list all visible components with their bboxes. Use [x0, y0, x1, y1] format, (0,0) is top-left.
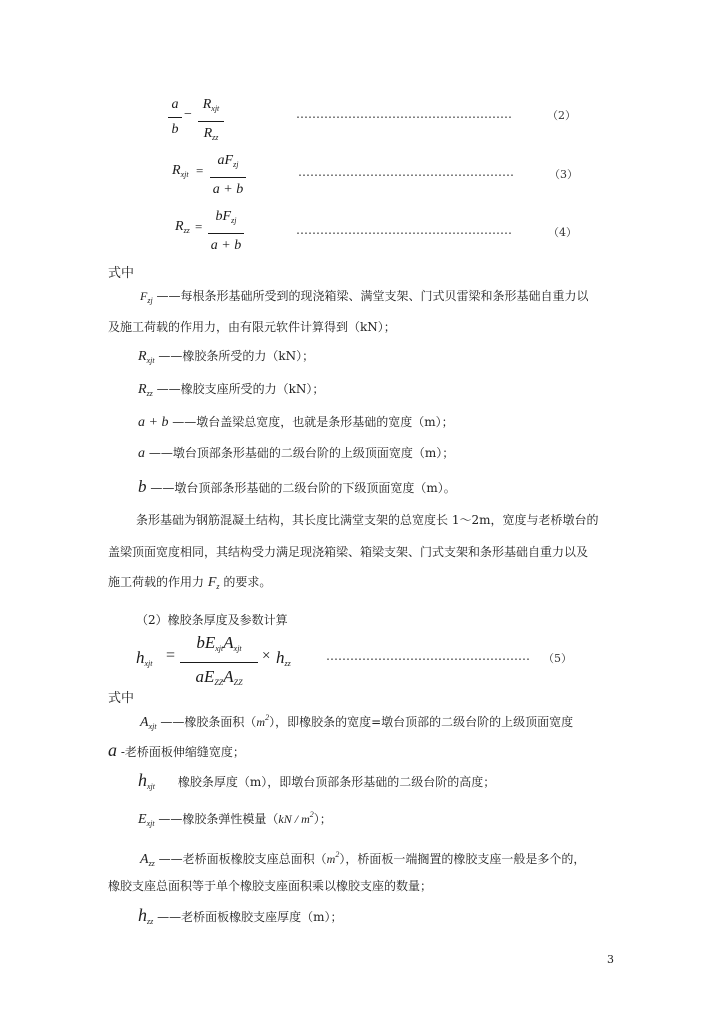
paragraph-line-1: 条形基础为钢筋混凝土结构，其长度比满堂支架的总宽度长 1～2m，宽度与老桥墩台的 — [136, 513, 599, 527]
definition-a: a ——墩台顶部条形基础的二级台阶的上级顶面宽度（m）； — [138, 446, 455, 461]
definition-rzz: $R_{zz}$ ——橡胶支座所受的力（kN）； — [138, 382, 325, 398]
equation-3: $R_{xjt}$ = $aF_{zj}$ a + b — [172, 150, 282, 200]
equation-2-number: （2） — [547, 109, 576, 122]
page-number: 3 — [607, 953, 614, 966]
definition-azz: $A_{zz}$ ——老桥面板橡胶支座总面积$(m^2)$，桥面板一端搁置的橡胶支座一般是多个的， — [140, 850, 586, 868]
definition-exjt: $E_{xjt}$ ——橡胶条弹性模量$(kN / m^2)$； — [138, 810, 332, 828]
equation-2-leader: ……………………………………………… — [296, 107, 512, 121]
equation-5-number: （5） — [543, 652, 572, 665]
definition-axjt-continued: a -老桥面板伸缩缝宽度； — [108, 740, 245, 760]
definition-a-plus-b: a + b ——墩台盖梁总宽度，也就是条形基础的宽度（m）； — [138, 415, 454, 430]
definition-hxjt: $h_{xjt}$ 橡胶条厚度（m），即墩台顶部条形基础的二级台阶的高度； — [138, 770, 496, 791]
equation-2: a b − $R_{xjt}$ $R_{zz}$ — [168, 94, 248, 144]
equation-5: $h_{xjt}$ = $bE_{xjt}A_{xjt}$ $aE_{ZZ}A_{ZZ}$ × $h_{zz}$ — [136, 633, 291, 687]
paragraph-line-3: 施工荷载的作用力 $F_z$ 的要求。 — [108, 575, 272, 591]
definition-hzz: $h_{zz}$ ——老桥面板橡胶支座厚度（m）； — [138, 905, 343, 926]
equation-3-leader: ……………………………………………… — [298, 165, 514, 179]
equation-4-number: （4） — [548, 226, 577, 239]
where-label-2: 式中 — [108, 691, 135, 706]
equation-3-number: （3） — [549, 168, 578, 181]
where-label-1: 式中 — [108, 266, 135, 281]
equation-5-leader: …………………………………………… — [326, 649, 530, 663]
section-heading: （2）橡胶条厚度及参数计算 — [136, 613, 288, 627]
definition-rxjt: $R_{xjt}$ ——橡胶条所受的力（kN）； — [138, 349, 315, 365]
paragraph-line-2: 盖梁顶面宽度相同，其结构受力满足现浇箱梁、箱梁支架、门式支架和条形基础自重力以及 — [108, 545, 589, 559]
definition-fzj-continued: 及施工荷载的作用力，由有限元软件计算得到（kN）； — [108, 320, 396, 334]
definition-azz-continued: 橡胶支座总面积等于单个橡胶支座面积乘以橡胶支座的数量； — [108, 879, 433, 893]
definition-fzj: $F_{zj}$ ——每根条形基础所受到的现浇箱梁、满堂支架、门式贝雷梁和条形基础自重力以 — [140, 289, 589, 305]
equation-4-leader: ……………………………………………… — [296, 223, 512, 237]
definition-axjt: $A_{xjt}$ ——橡胶条面积$(m^2)$，即橡胶条的宽度=墩台顶部的二级台阶的上级顶面宽度 — [140, 713, 574, 731]
definition-b: b ——墩台顶部条形基础的二级台阶的下级顶面宽度（m）。 — [138, 477, 456, 496]
equation-4: $R_{zz}$ = $bF_{zj}$ a + b — [175, 206, 285, 256]
